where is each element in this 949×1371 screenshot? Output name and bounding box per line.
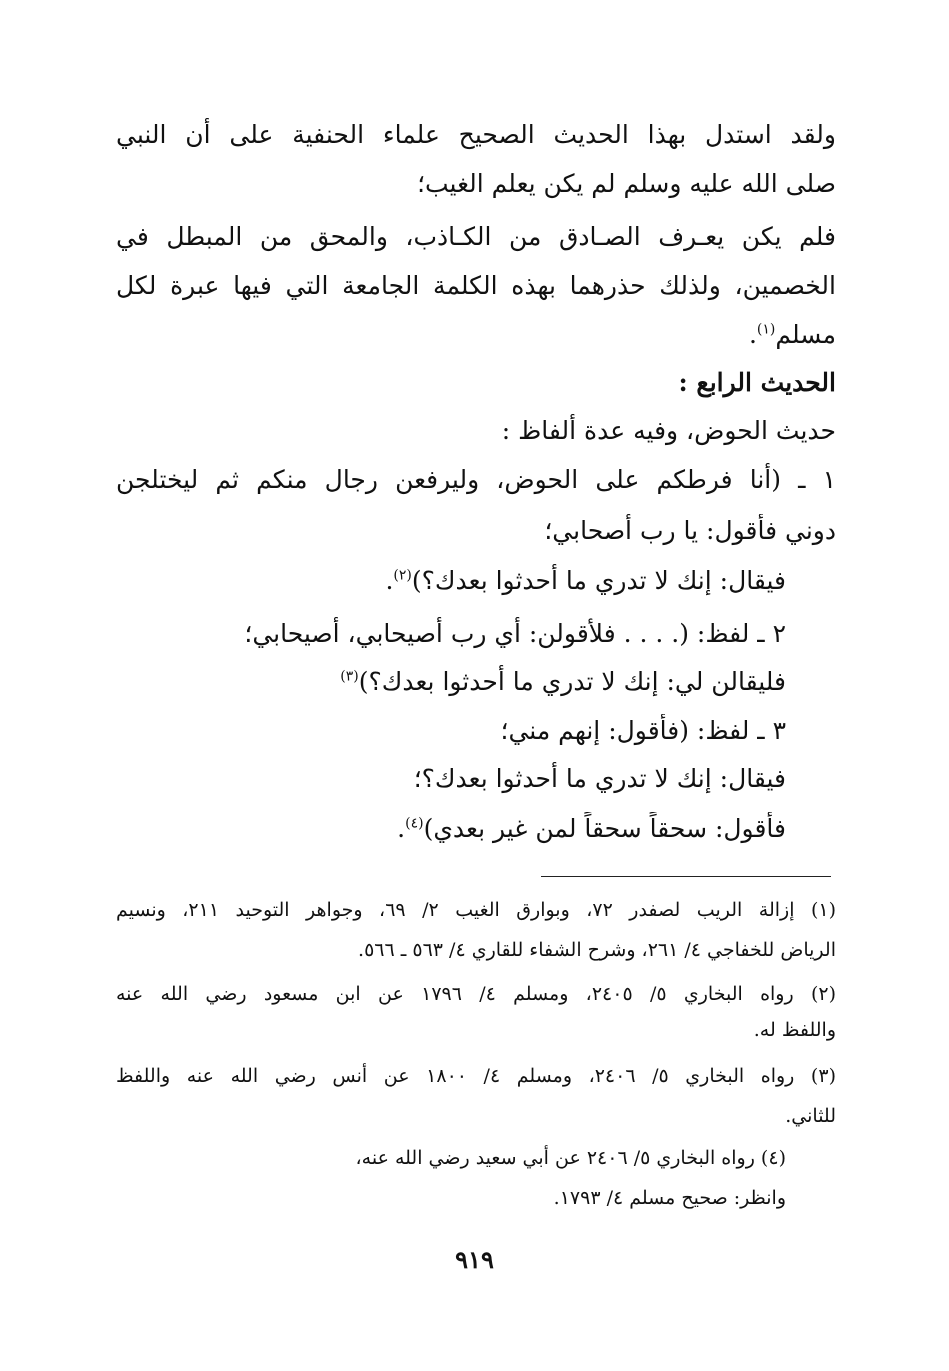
footnote-ref-2: (٢) [393,567,412,584]
footnote-ref-4: (٤) [405,815,424,832]
footnote-ref-1: (١) [756,321,776,338]
footnote-4-line-1: (٤) رواه البخاري ٥/ ٢٤٠٦ عن أبي سعيد رضي الله عنه، [355,1147,786,1169]
body-line-3: فلم يكن يعـرف الصـادق من الكـاذب، والمحق من المبطل في [116,222,836,251]
body-line-15-text: فأقول: سحقاً سحقاً لمن غير بعدي) [423,814,786,843]
footnote-1-line-1: (١) إزالة الريب لصفدر ٧٢، وبوارق الغيب ٢/ ٦٩، وجواهر التوحيد ٢١١، ونسيم [116,899,836,921]
body-line-12-text: فليقالن لي: إنك لا تدري ما أحدثوا بعدك؟) [358,667,786,696]
footnote-separator [541,876,831,877]
body-line-8: ١ ـ (أنا فرطكم على الحوض، وليرفعن رجال منكم ثم ليختلجن [116,465,836,494]
footnote-3-line-1: (٣) رواه البخاري ٥/ ٢٤٠٦، ومسلم ٤/ ١٨٠٠ عن أنس رضي الله عنه واللفظ [116,1065,836,1087]
body-line-1: ولقد استدل بهذا الحديث الصحيح علماء الحنفية على أن النبي [116,120,836,149]
body-line-7: حديث الحوض، وفيه عدة ألفاظ : [501,416,836,445]
body-line-4: الخصمين، ولذلك حذرهما بهذه الكلمة الجامعة التي فيها عبرة لكل [116,271,836,300]
footnote-2-line-2: واللفظ له. [753,1019,836,1041]
body-line-14: فيقال: إنك لا تدري ما أحدثوا بعدك؟؛ [413,764,786,793]
body-line-12 [116,665,786,699]
body-line-10 [116,564,786,598]
body-line-5 [116,318,836,352]
sentence-period: . [397,814,406,843]
body-line-9: دوني فأقول: يا رب أصحابي؛ [544,516,836,545]
body-line-5-text: مسلم [775,320,836,349]
body-line-10-text: فيقال: إنك لا تدري ما أحدثوا بعدك؟) [411,566,786,595]
body-line-11: ٢ ـ لفظ: (. . . . فلأقولن: أي رب أصيحابي، أصيحابي؛ [244,619,786,648]
footnote-4-line-2: وانظر: صحيح مسلم ٤/ ١٧٩٣. [553,1187,786,1209]
sentence-period: . [385,566,394,595]
footnote-ref-3: (٣) [340,668,359,685]
sentence-period: . [748,320,757,349]
section-heading: الحديث الرابع : [678,368,836,397]
footnote-3-line-2: للثاني. [785,1105,836,1127]
body-line-15 [116,812,786,846]
page-number: ٩١٩ [455,1245,494,1274]
body-line-13: ٣ ـ لفظ: (فأقول: إنهم مني؛ [500,716,786,745]
footnote-2-line-1: (٢) رواه البخاري ٥/ ٢٤٠٥، ومسلم ٤/ ١٧٩٦ عن ابن مسعود رضي الله عنه [116,983,836,1005]
footnote-1-line-2: الرياض للخفاجي ٤/ ٢٦١، وشرح الشفاء للقاري ٤/ ٥٦٣ ـ ٥٦٦. [358,939,836,961]
body-line-2: صلى الله عليه وسلم لم يكن يعلم الغيب؛ [417,169,836,198]
